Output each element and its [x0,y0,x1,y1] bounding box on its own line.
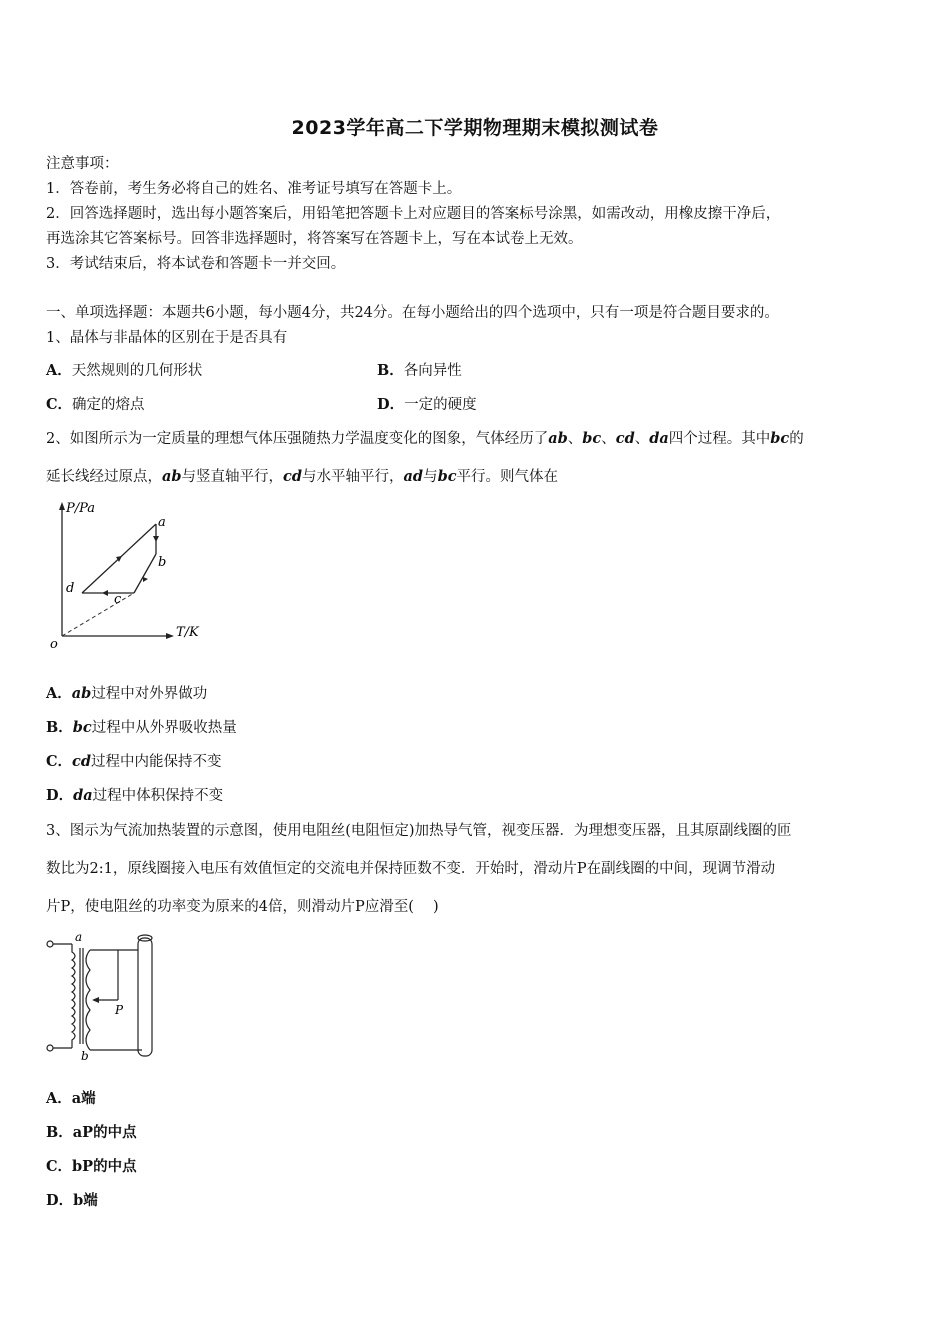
q3-option-b: B．aP的中点 [46,1124,137,1141]
q3-stem-line: 数比为2:1，原线圈接入电压有效值恒定的交流电并保持匝数不变．开始时，滑动片P在副线圈的中间，现调节滑动 [46,861,776,877]
point-b-label: b [158,555,167,570]
slider-arrow-icon [92,997,99,1003]
q2-option-c: C．cd过程中内能保持不变 [46,753,222,770]
notice-heading: 注意事项： [46,156,119,172]
section-heading: 一、单项选择题：本题共6小题，每小题4分，共24分。在每小题给出的四个选项中，只有一项是符合题目要求的。 [46,305,779,321]
point-c-label: c [114,592,122,607]
q2-option-d: D．da过程中体积保持不变 [46,787,224,804]
terminal-icon [47,1045,53,1051]
q1-option-d: D．一定的硬度 [377,396,477,413]
primary-coil [72,944,75,1048]
arrow-icon [153,536,159,542]
y-axis-arrow-icon [59,502,65,510]
label-p: P [115,1003,124,1017]
q3-option-d: D．b端 [46,1192,98,1209]
y-axis-label: P/Pa [66,501,96,516]
point-a-label: a [158,515,166,530]
q1-option-a: A．天然规则的几何形状 [46,362,203,379]
point-d-label: d [66,581,75,596]
notice-item: 3．考试结束后，将本试卷和答题卡一并交回。 [46,256,346,272]
q3-option-a: A．a端 [46,1090,96,1107]
q3-stem-line: 3、图示为气流加热装置的示意图，使用电阻丝(电阻恒定)加热导气管，视变压器．为理想变压器，且其原副线圈的匝 [46,823,792,839]
page-title: 2023学年高二下学期物理期末模拟测试卷 [291,117,659,139]
q2-option-b: B．bc过程中从外界吸收热量 [46,719,237,736]
q2-stem-line1: 2、如图所示为一定质量的理想气体压强随热力学温度变化的图象，气体经历了ab、bc、cd、da四个过程。其中bc的 [46,430,804,447]
arrow-icon [143,577,148,582]
notice-item: 1．答卷前，考生务必将自己的姓名、准考证号填写在答题卡上。 [46,181,462,197]
origin-label: o [50,637,58,652]
label-a: a [75,930,83,944]
terminal-icon [47,941,53,947]
q3-stem-line: 片P，使电阻丝的功率变为原来的4倍，则滑动片P应滑至( ) [46,899,439,915]
q3-option-c: C．bP的中点 [46,1158,137,1175]
bc-extension-line [62,593,134,636]
q2-option-a: A．ab过程中对外界做功 [46,685,208,702]
notice-item: 2．回答选择题时，选出每小题答案后，用铅笔把答题卡上对应题目的答案标号涂黑，如需改动，用橡皮擦干净后， [46,206,781,222]
air-tube [138,938,152,1056]
x-axis-arrow-icon [166,633,174,639]
q1-option-c: C．确定的熔点 [46,396,145,413]
q1-option-b: B．各向异性 [377,362,462,379]
q2-stem-line2: 延长线经过原点，ab与竖直轴平行，cd与水平轴平行，ad与bc平行。则气体在 [46,468,559,485]
q1-stem: 1、晶体与非晶体的区别在于是否具有 [46,330,288,346]
secondary-coil [86,950,90,1050]
transformer-diagram [42,928,172,1068]
arrow-icon [102,590,108,596]
x-axis-label: T/K [176,625,199,640]
notice-item: 再选涂其它答案标号。回答非选择题时，将答案写在答题卡上，写在本试卷上无效。 [46,231,583,247]
process-bc [134,554,156,593]
pt-graph [44,496,214,654]
label-b: b [81,1049,89,1063]
